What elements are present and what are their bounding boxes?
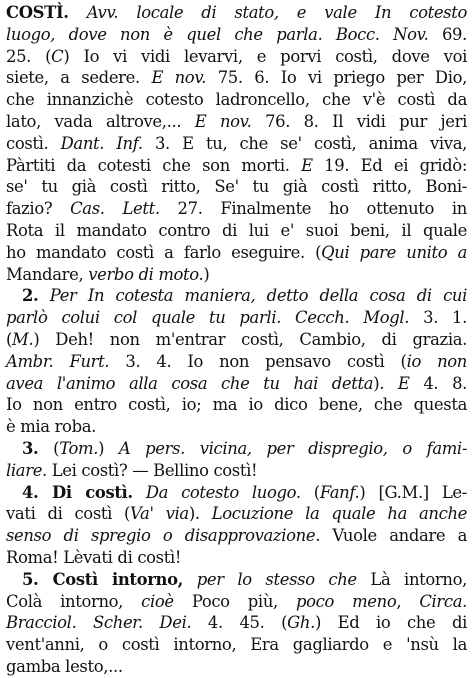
text-line xyxy=(6,24,467,46)
text-line xyxy=(6,394,467,416)
text-line xyxy=(6,89,467,111)
text-run: Lei costì? — Bellino costì! xyxy=(46,460,258,480)
text-line xyxy=(6,285,467,307)
italic-text: liare. xyxy=(6,460,47,480)
italic-text: Gh. xyxy=(287,613,315,633)
italic-text: M. xyxy=(12,329,34,349)
text-line xyxy=(6,373,467,395)
text-run: ). xyxy=(373,373,398,393)
italic-text: Qui pare unito a xyxy=(321,242,467,262)
text-line xyxy=(6,591,467,613)
italic-text: verbo di moto. xyxy=(88,264,204,284)
text-line xyxy=(6,2,467,24)
italic-text: Fanf. xyxy=(319,482,360,502)
text-line xyxy=(6,264,467,286)
text-run: ). xyxy=(188,504,212,524)
text-line xyxy=(6,111,467,133)
dictionary-entry-costi xyxy=(6,2,467,678)
text-run: ( xyxy=(6,329,13,349)
italic-text: per lo stesso che xyxy=(196,569,357,589)
text-line xyxy=(6,634,467,656)
italic-text: Cas. Lett. xyxy=(70,199,160,219)
italic-text: Bracciol. Scher. Dei. xyxy=(6,613,192,633)
text-line xyxy=(6,482,467,504)
bold-text: 4. Di costì. xyxy=(22,482,133,502)
text-run: Mandare, xyxy=(6,264,89,284)
italic-text: parlò colui col quale tu parli. Cecch. Mogl. xyxy=(6,308,410,328)
text-line xyxy=(6,329,467,351)
italic-text: E nov. xyxy=(151,68,207,88)
text-run: ho mandato costì a farlo eseguire. ( xyxy=(6,242,322,262)
text-run: Vuole andare a xyxy=(320,526,468,546)
italic-text: Ambr. Furt. xyxy=(6,351,110,371)
text-run: 3. 4. Io non pensavo costì ( xyxy=(109,351,407,371)
text-line xyxy=(6,155,467,177)
text-line xyxy=(6,569,467,591)
italic-text: io non xyxy=(406,351,467,371)
text-line xyxy=(6,220,467,242)
bold-text: 3. xyxy=(22,438,39,458)
text-run: ( xyxy=(38,438,60,458)
text-run: Là intorno, xyxy=(356,569,467,589)
italic-text: Tom. xyxy=(59,438,99,458)
text-run: 3. 1. xyxy=(409,308,467,328)
text-run: gamba lesto,... xyxy=(6,656,123,676)
text-run: Rota il mandato contro di lui e' suoi beni, il quale xyxy=(6,220,467,240)
text-run: lato, vada altrove,... xyxy=(6,111,195,131)
italic-text: Avv. locale di stato, e vale In cotesto xyxy=(86,3,467,22)
italic-text: Da cotesto luogo. xyxy=(145,482,301,502)
text-run xyxy=(183,570,197,589)
bold-text: 2. xyxy=(22,286,39,306)
text-run: 3. E tu, che se' costì, anima viva, xyxy=(142,133,468,153)
text-run: ) [G.M.] Le- xyxy=(359,482,467,502)
text-run: vati di costì ( xyxy=(6,504,131,524)
text-run: Pàrtiti da cotesti che son morti. xyxy=(6,155,302,175)
text-line xyxy=(6,547,467,569)
text-run: se' tu già costì ritto, Se' tu già costì ritto, Boni- xyxy=(6,177,467,197)
text-line xyxy=(6,198,467,220)
text-line xyxy=(6,176,467,198)
italic-text: cioè xyxy=(141,591,174,611)
text-run: vent'anni, o costì intorno, Era gagliardo e 'nsù la xyxy=(6,635,467,655)
text-run: 19. Ed ei gridò: xyxy=(312,155,467,175)
bold-text: 5. Costì intorno, xyxy=(22,569,184,589)
text-run: ) Io vi vidi levarvi, e porvi costì, dove voi xyxy=(63,46,467,66)
text-run: siete, a sedere. xyxy=(6,68,152,88)
text-line xyxy=(6,67,467,89)
italic-text: avea l'animo alla cosa che tu hai detta xyxy=(6,373,374,393)
italic-text: poco meno xyxy=(296,591,397,611)
text-line xyxy=(6,46,467,68)
italic-text: E nov. xyxy=(194,111,252,131)
text-run xyxy=(133,483,146,502)
text-run: 25. ( xyxy=(6,46,52,66)
text-run: ) Deh! non m'entrar costì, Cambio, di grazia. xyxy=(33,329,467,349)
text-line xyxy=(6,242,467,264)
text-run: 69. xyxy=(428,24,467,44)
text-run: Io non entro costì, io; ma io dico bene, che questa xyxy=(6,395,467,415)
text-run xyxy=(69,3,87,22)
text-run: ) xyxy=(203,264,210,284)
text-run: Poco più, xyxy=(173,591,296,611)
text-line xyxy=(6,460,467,482)
italic-text: Per In cotesta maniera, detto della cosa di cui xyxy=(49,286,467,306)
text-line xyxy=(6,307,467,329)
text-run: , xyxy=(396,591,420,611)
text-run: è mia roba. xyxy=(6,417,97,437)
italic-text: luogo, dove non è quel che parla. Bocc. Nov. xyxy=(6,24,429,44)
italic-text: Dant. Inf. xyxy=(60,133,143,153)
text-run: 4. 45. ( xyxy=(191,613,288,633)
text-run: fazio? xyxy=(6,199,71,219)
text-run: Colà intorno, xyxy=(6,591,142,611)
text-run: ) Ed io che di xyxy=(314,613,467,633)
text-line xyxy=(6,416,467,438)
text-run: Roma! Lèvati di costì! xyxy=(6,547,182,567)
text-run: 27. Finalmente ho ottenuto in xyxy=(159,199,467,219)
text-run: 75. 6. Io vi priego per Dio, xyxy=(206,68,467,88)
text-run xyxy=(38,286,49,305)
text-line xyxy=(6,503,467,525)
italic-text: C xyxy=(51,46,64,66)
text-run: 76. 8. Il vidi pur jeri xyxy=(251,111,467,131)
text-run: 4. 8. xyxy=(409,373,468,393)
italic-text: A pers. vicina, per dispregio, o fami- xyxy=(118,438,468,458)
italic-text: Locuzione la quale ha anche xyxy=(211,504,467,524)
text-run: costì. xyxy=(6,133,61,153)
text-line xyxy=(6,612,467,634)
text-run: ( xyxy=(300,482,320,502)
italic-text: E xyxy=(301,155,313,175)
text-line xyxy=(6,351,467,373)
text-run: che innanzichè cotesto ladroncello, che v'è costì da xyxy=(6,90,467,110)
text-line xyxy=(6,133,467,155)
text-line xyxy=(6,438,467,460)
text-run: ) xyxy=(98,438,119,458)
italic-text: E xyxy=(397,373,410,393)
italic-text: Va' via xyxy=(130,504,189,524)
italic-text: senso di spregio o disapprovazione. xyxy=(6,526,321,546)
italic-text: Circa. xyxy=(419,591,468,611)
text-line xyxy=(6,525,467,547)
bold-text: COSTÌ. xyxy=(6,3,69,22)
text-line xyxy=(6,656,467,678)
